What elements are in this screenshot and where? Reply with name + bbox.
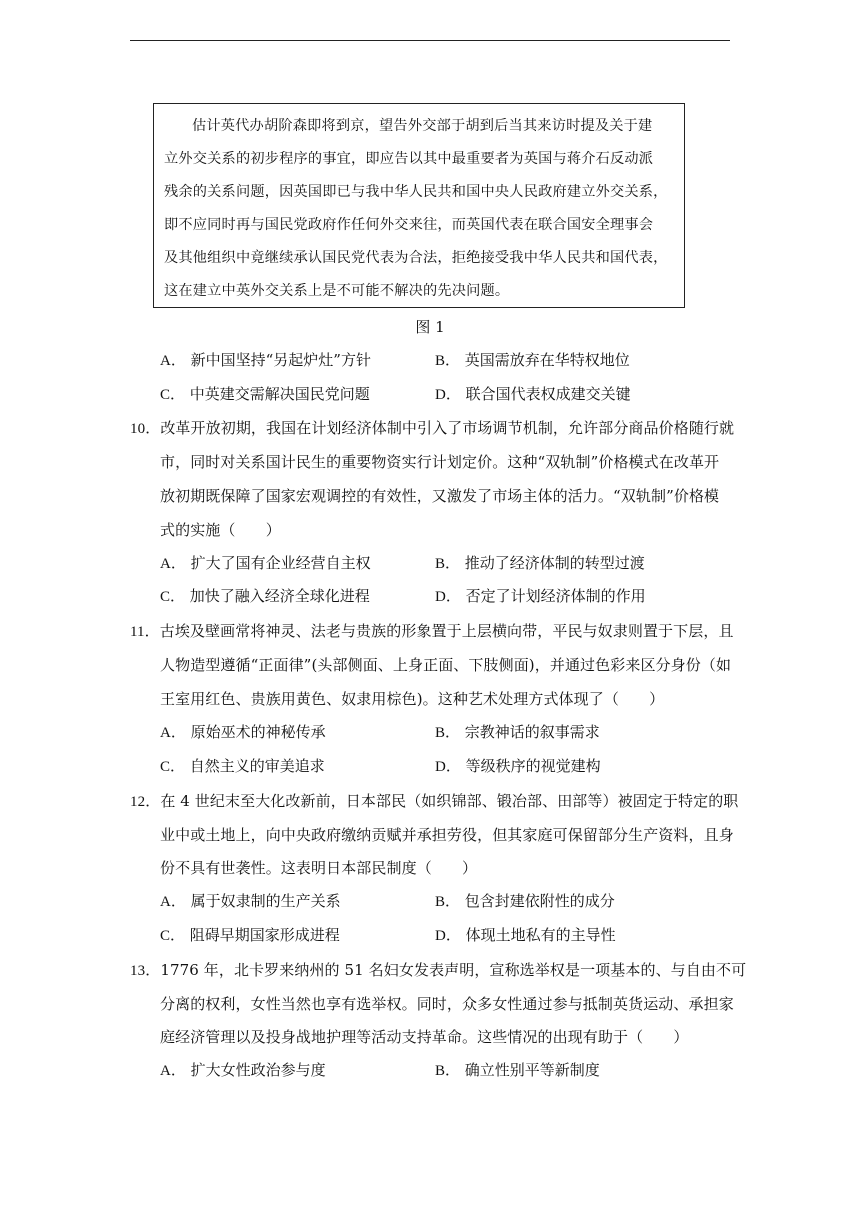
question-13-stem-line: 分离的权利，女性当然也享有选举权。同时，众多女性通过参与抵制英货运动、承担家 [160,995,734,1013]
option-letter: C． [160,759,186,775]
option-letter: B． [435,725,461,741]
stem-text: 古埃及壁画常将神灵、法老与贵族的形象置于上层横向带，平民与奴隶则置于下层，且 [159,622,734,640]
option-q10-a[interactable] [160,552,371,573]
option-letter: D． [435,387,461,403]
option-q13-b[interactable] [435,1059,600,1080]
option-letter: A． [160,1063,186,1079]
option-text: 包含封建依附性的成分 [464,892,615,910]
option-letter: C． [160,589,186,605]
option-text: 自然主义的审美追求 [189,757,325,775]
option-letter: A． [160,894,186,910]
option-letter: C． [160,928,186,944]
option-text: 英国需放弃在华特权地位 [464,351,630,369]
option-q10-b[interactable] [435,552,645,573]
figure-caption: 图 1 [415,318,445,336]
option-q11-d[interactable] [435,755,601,776]
option-text: 否定了计划经济体制的作用 [465,587,646,605]
quote-line: 即不应同时再与国民党政府作任何外交来往，而英国代表在联合国安全理事会 [164,217,654,233]
question-13-stem-line: 庭经济管理以及投身战地护理等活动支持革命。这些情况的出现有助于（ ） [160,1028,689,1046]
question-12-stem-line: 份不具有世袭性。这表明日本部民制度（ ） [160,859,478,877]
question-10-stem-line: 市，同时对关系国计民生的重要物资实行计划定价。这种“双轨制”价格模式在改革开 [160,453,720,471]
option-q12-a[interactable] [160,890,341,911]
question-number: 11． [130,624,160,640]
option-q13-a[interactable] [160,1059,326,1080]
option-q9-a[interactable] [160,349,371,370]
quote-line: 及其他组织中竟继续承认国民党代表为合法，拒绝接受我中华人民共和国代表， [164,250,668,266]
option-q9-d[interactable] [435,383,631,404]
quote-line: 估计英代办胡阶森即将到京，望告外交部于胡到后当其来访时提及关于建 [192,118,653,134]
option-q11-c[interactable] [160,755,325,776]
option-q10-d[interactable] [435,585,646,606]
option-q11-b[interactable] [435,721,600,742]
option-letter: A． [160,353,186,369]
option-letter: D． [435,928,461,944]
option-text: 新中国坚持“另起炉灶”方针 [190,351,371,369]
question-11-stem-line: 王室用红色、贵族用黄色、奴隶用棕色)。这种艺术处理方式体现了（ ） [160,690,665,708]
option-text: 联合国代表权成建交关键 [465,385,631,403]
option-letter: A． [160,725,186,741]
option-text: 加快了融入经济全球化进程 [189,587,370,605]
option-text: 扩大女性政治参与度 [190,1061,326,1079]
question-10-stem-line: 式的实施（ ） [160,521,281,539]
question-12-stem-line: 业中或土地上，向中央政府缴纳贡赋并承担劳役，但其家庭可保留部分生产资料，且身 [160,826,734,844]
option-letter: C． [160,387,186,403]
quote-line: 残余的关系问题，因英国即已与我中华人民共和国中央人民政府建立外交关系， [164,184,668,200]
option-letter: D． [435,589,461,605]
option-text: 阻碍早期国家形成进程 [189,926,340,944]
option-text: 宗教神话的叙事需求 [464,723,600,741]
source-quote-box [153,103,685,308]
question-11-stem-line: 人物造型遵循“正面律”(头部侧面、上身正面、下肢侧面)，并通过色彩来区分身份（如 [160,656,732,674]
question-number: 12． [130,794,161,810]
option-letter: B． [435,894,461,910]
option-letter: B． [435,353,461,369]
option-text: 属于奴隶制的生产关系 [190,892,341,910]
stem-text: 在 4 世纪末至大化改新前，日本部民（如织锦部、锻冶部、田部等）被固定于特定的职 [160,792,739,810]
option-text: 体现土地私有的主导性 [465,926,616,944]
option-text: 推动了经济体制的转型过渡 [464,554,645,572]
option-text: 确立性别平等新制度 [464,1061,600,1079]
option-q12-d[interactable] [435,924,616,945]
option-q12-b[interactable] [435,890,615,911]
option-letter: B． [435,1063,461,1079]
option-text: 原始巫术的神秘传承 [190,723,326,741]
option-letter: B． [435,556,461,572]
stem-text: 1776 年，北卡罗来纳州的 51 名妇女发表声明，宣称选举权是一项基本的、与自由不可 [160,961,747,979]
question-11-stem-line [130,620,734,641]
question-10-stem-line: 放初期既保障了国家宏观调控的有效性，又激发了市场主体的活力。“双轨制”价格模 [160,487,720,505]
quote-line: 这在建立中英外交关系上是不可能不解决的先决问题。 [164,283,510,299]
question-13-stem-line [130,959,746,980]
stem-text: 改革开放初期，我国在计划经济体制中引入了市场调节机制，允许部分商品价格随行就 [160,419,735,437]
option-q12-c[interactable] [160,924,340,945]
question-number: 13． [130,963,161,979]
quote-line: 立外交关系的初步程序的事宜，即应告以其中最重要者为英国与蒋介石反动派 [164,151,654,167]
question-10-stem-line [130,417,734,438]
option-q9-b[interactable] [435,349,630,370]
question-12-stem-line [130,790,738,811]
option-q11-a[interactable] [160,721,326,742]
option-letter: D． [435,759,461,775]
option-q9-c[interactable] [160,383,370,404]
question-number: 10． [130,421,161,437]
option-letter: A． [160,556,186,572]
header-rule [130,40,730,41]
option-q10-c[interactable] [160,585,370,606]
option-text: 中英建交需解决国民党问题 [189,385,370,403]
option-text: 扩大了国有企业经营自主权 [190,554,371,572]
option-text: 等级秩序的视觉建构 [465,757,601,775]
